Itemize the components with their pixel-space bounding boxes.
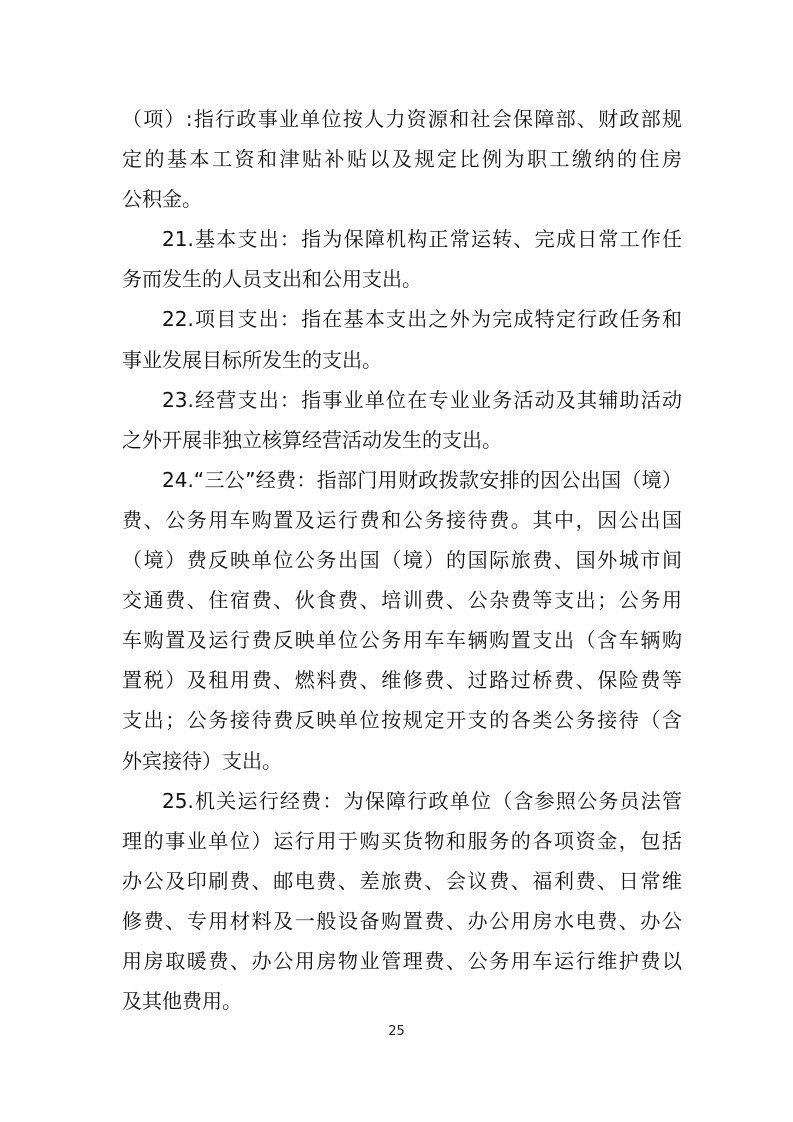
text-line: 支出；公务接待费反映单位按规定开支的各类公务接待（含 — [122, 708, 682, 733]
text-line: 理的事业单位）运行用于购买货物和服务的各项资金，包括 — [122, 828, 682, 853]
paragraph-24-line: 24.“三公”经费：指部门用财政拨款安排的因公出国（境） — [162, 467, 682, 492]
text-line: 外宾接待）支出。 — [122, 748, 282, 773]
paragraph-25-line: 25.机关运行经费：为保障行政单位（含参照公务员法管 — [162, 788, 682, 813]
text-line: 车购置及运行费反映单位公务用车车辆购置支出（含车辆购 — [122, 628, 682, 653]
body-text — [122, 99, 682, 1021]
text-line: （境）费反映单位公务出国（境）的国际旅费、国外城市间 — [122, 548, 682, 573]
text-line: 置税）及租用费、燃料费、维修费、过路过桥费、保险费等 — [122, 668, 682, 693]
text-line: 修费、专用材料及一般设备购置费、办公用房水电费、办公 — [122, 908, 682, 933]
text-line: 事业发展目标所发生的支出。 — [122, 347, 382, 372]
text-line: 务而发生的人员支出和公用支出。 — [122, 267, 422, 292]
text-line: 办公及印刷费、邮电费、差旅费、会议费、福利费、日常维 — [122, 868, 682, 893]
text-line: 公积金。 — [122, 187, 202, 212]
paragraph-21-line: 21.基本支出：指为保障机构正常运转、完成日常工作任 — [162, 227, 682, 252]
text-line: 用房取暖费、办公用房物业管理费、公务用车运行维护费以 — [122, 948, 682, 973]
text-line: 交通费、住宿费、伙食费、培训费、公杂费等支出；公务用 — [122, 588, 682, 613]
text-line: 及其他费用。 — [122, 989, 242, 1014]
page-number: 25 — [388, 1024, 405, 1039]
text-line: 定的基本工资和津贴补贴以及规定比例为职工缴纳的住房 — [122, 147, 682, 172]
paragraph-23-line: 23.经营支出：指事业单位在专业业务活动及其辅助活动 — [162, 387, 682, 412]
text-line: （项）:指行政事业单位按人力资源和社会保障部、财政部规 — [122, 107, 682, 131]
text-line: 费、公务用车购置及运行费和公务接待费。其中，因公出国 — [122, 507, 682, 532]
paragraph-22-line: 22.项目支出：指在基本支出之外为完成特定行政任务和 — [162, 307, 682, 332]
text-line: 之外开展非独立核算经营活动发生的支出。 — [122, 427, 502, 452]
